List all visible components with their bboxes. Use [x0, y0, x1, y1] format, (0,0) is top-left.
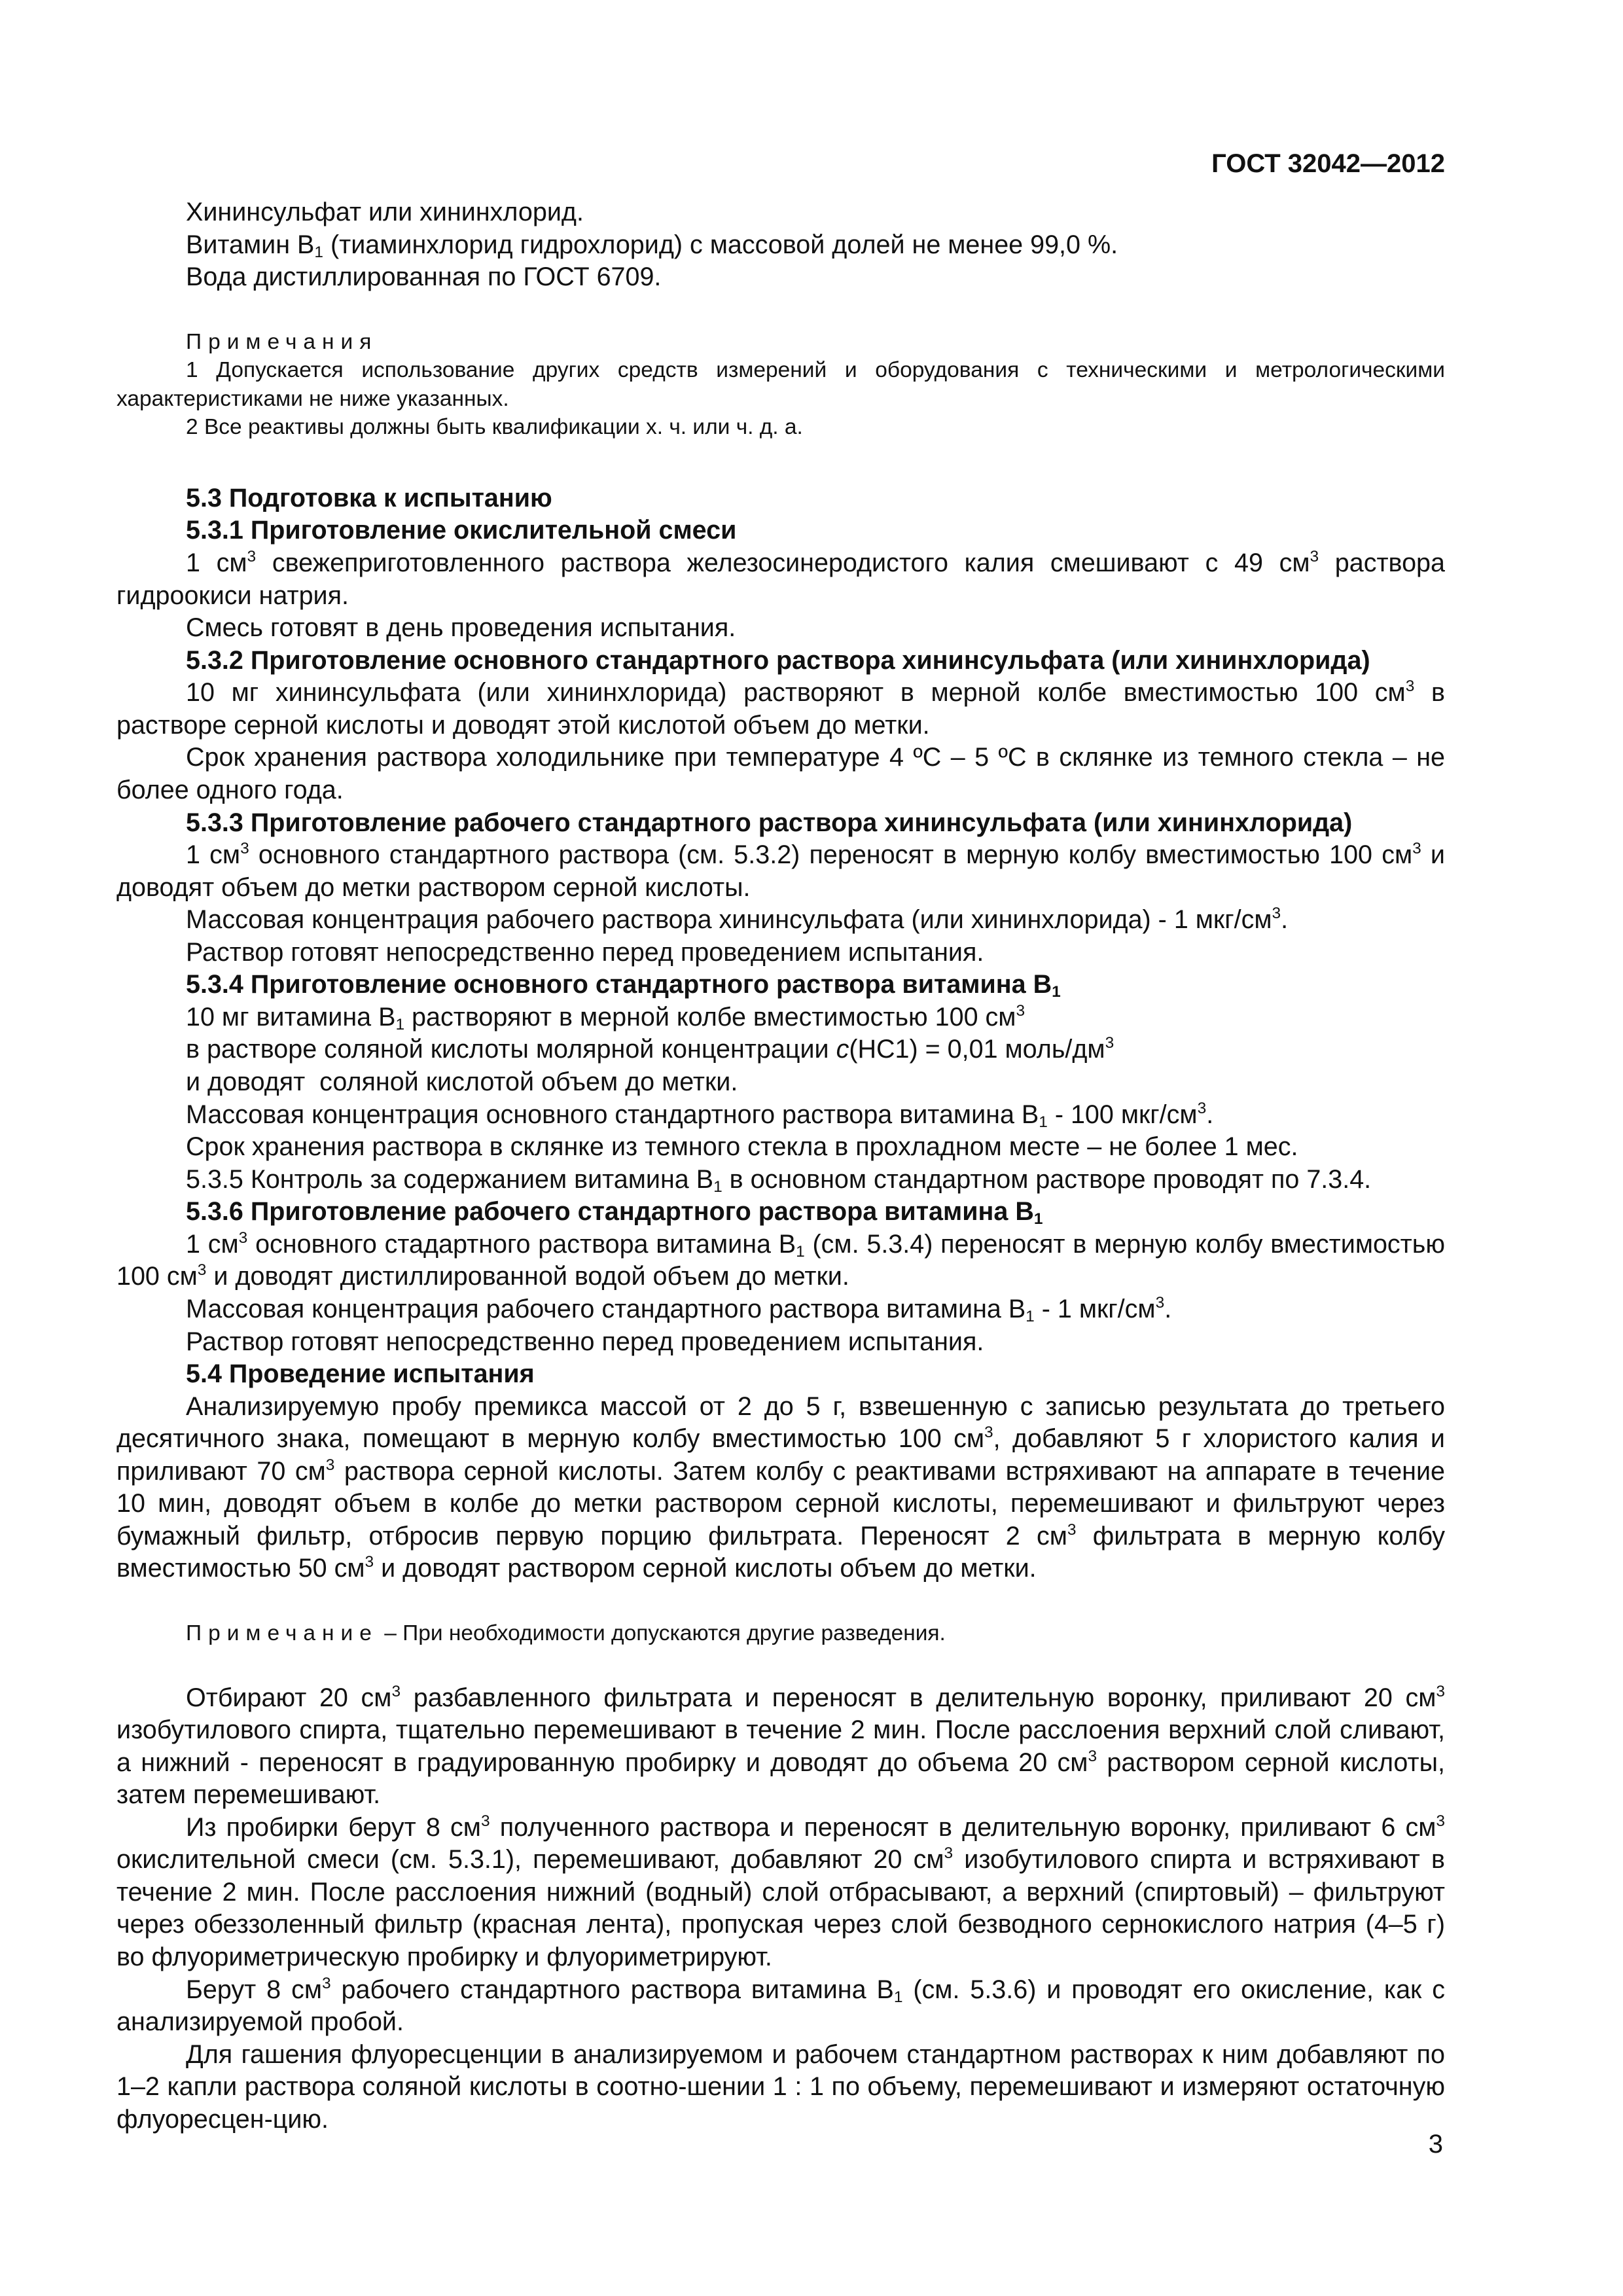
reagent-line: Витамин $В_1$ (тиаминхлорид гидрохлорид) с массовой долей не менее 99,0 %.	[186, 230, 1118, 261]
paragraph: Срок хранения раствора холодильнике при температуре 4 ºС – 5 ºС в склянке из темного стекла – не более одного года.	[116, 743, 1445, 804]
paragraph: и доводят соляной кислотой объем до метки.	[186, 1067, 738, 1096]
paragraph: 10 мг витамина $В_1$ растворяют в мерной колбе вместимостью 100 $см^3$	[186, 1001, 1026, 1033]
paragraph: 10 мг хининсульфата (или хининхлорида) растворяют в мерной колбе вместимостью 100 $см^3$ в растворе серной кислоты и доводят этой кислотой объем до метки.	[116, 677, 1445, 740]
paragraph: 1 $см^3$ основного стадартного раствора витамина $В_1$ (см. 5.3.4) переносят в мерную колбу вместимостью 100 $см^3$ и доводят дистиллированной водой объем до метки.	[116, 1229, 1445, 1291]
paragraph: Смесь готовят в день проведения испытания.	[186, 613, 736, 643]
reagent-line: Вода дистиллированная по ГОСТ 6709.	[186, 262, 662, 292]
paragraph: Раствор готовят непосредственно перед проведением испытания.	[186, 1327, 984, 1356]
notes-label: Примечания	[186, 329, 378, 354]
document-body	[116, 196, 1445, 2136]
paragraph: Из пробирки берут 8 $см^3$ полученного раствора и переносят в делительную воронку, приливают 6 $см^3$ окислительной смеси (см. 5.3.1), перемешивают, добавляют 20 $см^3$ изобутилового спирта и встряхивают в течение 2 мин. После расслоения нижний (водный) слой отбрасывают, а верхний (спиртовый) – фильтруют через обеззоленный фильтр (красная лента), пропуская через слой безводного сернокислого натрия (4–5 г) во флуориметрическую пробирку и флуориметрируют.	[116, 1812, 1445, 1972]
paragraph: Массовая концентрация рабочего стандартного раствора витамина $В_1 - 1$ мкг/$см^3$.	[186, 1293, 1172, 1326]
paragraph: 5.3.5 Контроль за содержанием витамина $В_1$ в основном стандартном растворе проводят по 7.3.4.	[186, 1164, 1372, 1196]
subsection-heading: 5.3.2 Приготовление основного стандартного раствора хининсульфата (или хининхлорида)	[186, 645, 1370, 675]
standard-code-header: ГОСТ 32042—2012	[1211, 149, 1445, 178]
subsection-heading: 5.3.4 Приготовление основного стандартного раствора витамина $В_1$	[186, 970, 1061, 1001]
paragraph: Раствор готовят непосредственно перед проведением испытания.	[186, 937, 984, 967]
paragraph: Анализируемую пробу премикса массой от 2 до 5 г, взвешенную с записью результата до третьего десятичного знака, помещают в мерную колбу вместимостью 100 $см^3$, добавляют 5 г хлористого калия и приливают 70 $см^3$ раствора серной кислоты. Затем колбу с реактивами встряхивают на аппарате в течение 10 мин, доводят объем в колбе до метки раствором серной кислоты, перемешивают и фильтруют через бумажный фильтр, отбросив первую порцию фильтрата. Переносят 2 $см^3$ фильтрата в мерную колбу вместимостью 50 $см^3$ и доводят раствором серной кислоты объем до метки.	[116, 1391, 1446, 1583]
section-heading: 5.4 Проведение испытания	[186, 1359, 535, 1389]
paragraph: Для гашения флуоресценции в анализируемом и рабочем стандартном растворах к ним добавляют по 1–2 капли раствора соляной кислоты в соотно-шении 1 : 1 по объему, перемешивают и измеряют остаточную флуоресцен-цию.	[116, 2039, 1445, 2134]
paragraph: 1 $см^3$ свежеприготовленного раствора железосинеродистого калия смешивают с 49 $см^3$ раствора гидроокиси натрия.	[116, 547, 1445, 610]
paragraph: Берут 8 $см^3$ рабочего стандартного раствора витамина $В_1$ (см. 5.3.6) и проводят его окисление, как с анализируемой пробой.	[116, 1974, 1445, 2037]
paragraph: Отбирают 20 $см^3$ разбавленного фильтрата и переносят в делительную воронку, приливают 20 $см^3$ изобутилового спирта, тщательно перемешивают в течение 2 мин. После расслоения верхний слой сливают, а нижний - переносят в градуированную пробирку и доводят до объема 20 $см^3$ раствором серной кислоты, затем перемешивают.	[116, 1682, 1445, 1810]
note-item: 2 Все реактивы должны быть квалификации х. ч. или ч. д. а.	[186, 415, 803, 440]
paragraph: Срок хранения раствора в склянке из темного стекла в прохладном месте – не более 1 мес.	[186, 1132, 1298, 1162]
note-item: 1 Допускается использование других средств измерений и оборудования с техническими и метрологическими характеристиками не ниже указанных.	[116, 358, 1445, 411]
reagent-line: Хининсульфат или хининхлорид.	[186, 198, 584, 226]
paragraph: Массовая концентрация основного стандартного раствора витамина $В_1 - 100$ мкг/$см^3$.	[186, 1099, 1214, 1131]
paragraph: в растворе соляной кислоты молярной концентрации с(НС1) = 0,01 моль/$дм^3$	[186, 1034, 1115, 1064]
paragraph: 1 $см^3$ основного стандартного раствора (см. 5.3.2) переносят в мерную колбу вместимостью 100 $см^3$ и доводят объем до метки раствором серной кислоты.	[116, 839, 1445, 902]
subsection-heading: 5.3.1 Приготовление окислительной смеси	[186, 516, 737, 545]
subsection-heading: 5.3.3 Приготовление рабочего стандартного раствора хининсульфата (или хининхлорида)	[186, 808, 1353, 837]
page-number: 3	[1428, 2130, 1443, 2159]
subsection-heading: 5.3.6 Приготовление рабочего стандартного раствора витамина $В_1$	[186, 1197, 1043, 1229]
note-item: Примечание – При необходимости допускаются другие разведения.	[186, 1621, 946, 1645]
notes-block	[116, 328, 1445, 442]
section-heading: 5.3 Подготовка к испытанию	[186, 483, 552, 512]
paragraph: Массовая концентрация рабочего раствора хининсульфата (или хининхлорида) - 1 мкг/$см^3$.	[186, 905, 1289, 935]
